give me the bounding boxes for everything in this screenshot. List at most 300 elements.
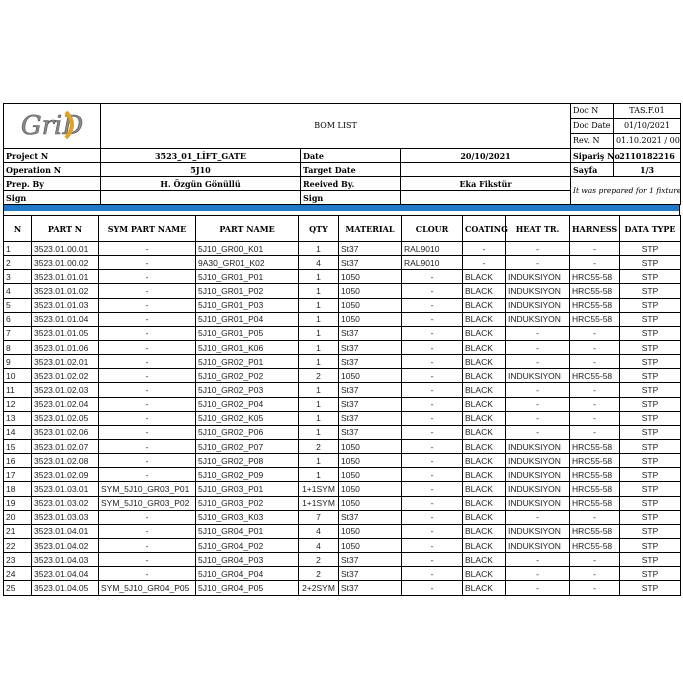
table-cell: 5J10_GR02_P04 bbox=[196, 397, 299, 411]
table-cell: St37 bbox=[339, 397, 402, 411]
table-cell: BLACK bbox=[463, 439, 506, 453]
operation-value: 5J10 bbox=[101, 163, 301, 177]
table-cell: 1 bbox=[299, 411, 339, 425]
table-cell: - bbox=[506, 553, 570, 567]
table-cell: - bbox=[506, 581, 570, 595]
table-cell: St37 bbox=[339, 242, 402, 256]
table-cell: - bbox=[99, 270, 196, 284]
table-cell: 1050 bbox=[339, 482, 402, 496]
table-row bbox=[4, 298, 681, 312]
table-cell: - bbox=[402, 538, 463, 552]
table-cell: INDUKSIYON bbox=[506, 298, 570, 312]
table-cell: INDUKSIYON bbox=[506, 284, 570, 298]
table-cell: 5J10_GR02_P07 bbox=[196, 439, 299, 453]
table-row bbox=[4, 482, 681, 496]
table-cell: 3 bbox=[4, 270, 32, 284]
table-cell: - bbox=[402, 340, 463, 354]
table-cell: 3523.01.03.01 bbox=[32, 482, 99, 496]
target-date-value bbox=[401, 163, 571, 177]
table-cell: 19 bbox=[4, 496, 32, 510]
table-cell: - bbox=[99, 383, 196, 397]
bom-document bbox=[3, 103, 680, 596]
table-cell: - bbox=[402, 298, 463, 312]
column-header: COATING bbox=[463, 216, 506, 242]
table-cell: 1 bbox=[299, 468, 339, 482]
table-cell: INDUKSIYON bbox=[506, 454, 570, 468]
table-cell: STP bbox=[620, 553, 681, 567]
table-cell: 3523.01.01.05 bbox=[32, 326, 99, 340]
table-cell: BLACK bbox=[463, 326, 506, 340]
table-cell: 12 bbox=[4, 397, 32, 411]
sign-field-left bbox=[101, 191, 301, 205]
table-cell: - bbox=[99, 468, 196, 482]
table-cell: BLACK bbox=[463, 397, 506, 411]
table-cell: 1 bbox=[299, 270, 339, 284]
table-row bbox=[4, 538, 681, 552]
prep-by-value: H. Özgün Gönüllü bbox=[101, 177, 301, 191]
table-cell: 5J10_GR02_P01 bbox=[196, 355, 299, 369]
table-cell: - bbox=[402, 567, 463, 581]
table-cell: - bbox=[570, 553, 620, 567]
table-cell: 1+1SYM bbox=[299, 496, 339, 510]
table-cell: St37 bbox=[339, 581, 402, 595]
table-cell: HRC55-58 bbox=[570, 538, 620, 552]
table-cell: BLACK bbox=[463, 425, 506, 439]
table-row bbox=[4, 383, 681, 397]
table-cell: 5J10_GR02_K05 bbox=[196, 411, 299, 425]
table-cell: 2 bbox=[299, 369, 339, 383]
table-cell: - bbox=[570, 411, 620, 425]
table-cell: STP bbox=[620, 524, 681, 538]
table-cell: 1050 bbox=[339, 524, 402, 538]
table-cell: HRC55-58 bbox=[570, 312, 620, 326]
table-cell: St37 bbox=[339, 256, 402, 270]
table-cell: 1050 bbox=[339, 312, 402, 326]
table-cell: 3523.01.04.04 bbox=[32, 567, 99, 581]
company-logo bbox=[4, 104, 101, 149]
table-cell: - bbox=[99, 242, 196, 256]
table-cell: St37 bbox=[339, 510, 402, 524]
table-cell: - bbox=[99, 538, 196, 552]
table-cell: - bbox=[99, 439, 196, 453]
table-cell: 1 bbox=[299, 454, 339, 468]
table-cell: 20 bbox=[4, 510, 32, 524]
table-cell: - bbox=[570, 340, 620, 354]
sign-label-right: Sign bbox=[301, 191, 401, 205]
table-cell: 14 bbox=[4, 425, 32, 439]
table-cell: - bbox=[402, 439, 463, 453]
table-cell: - bbox=[570, 242, 620, 256]
table-cell: HRC55-58 bbox=[570, 482, 620, 496]
column-header: QTY bbox=[299, 216, 339, 242]
table-cell: 5J10_GR04_P03 bbox=[196, 553, 299, 567]
table-cell: 1050 bbox=[339, 298, 402, 312]
table-cell: 3523.01.02.04 bbox=[32, 397, 99, 411]
table-cell: - bbox=[506, 510, 570, 524]
page-label: Sayfa bbox=[571, 163, 614, 177]
table-cell: - bbox=[506, 326, 570, 340]
table-cell: - bbox=[99, 355, 196, 369]
table-cell: - bbox=[99, 256, 196, 270]
table-cell: St37 bbox=[339, 326, 402, 340]
table-cell: St37 bbox=[339, 567, 402, 581]
table-cell: - bbox=[402, 482, 463, 496]
table-row bbox=[4, 425, 681, 439]
table-cell: 3523.01.01.06 bbox=[32, 340, 99, 354]
fixture-note: It was prepared for 1 fixture bbox=[571, 177, 681, 205]
table-row bbox=[4, 510, 681, 524]
table-cell: - bbox=[506, 411, 570, 425]
table-cell: 3523.01.02.02 bbox=[32, 369, 99, 383]
table-cell: 5J10_GR01_P05 bbox=[196, 326, 299, 340]
table-cell: 13 bbox=[4, 411, 32, 425]
table-row bbox=[4, 454, 681, 468]
table-cell: 1050 bbox=[339, 270, 402, 284]
table-cell: St37 bbox=[339, 425, 402, 439]
table-row bbox=[4, 340, 681, 354]
document-title: BOM LIST bbox=[101, 104, 571, 149]
table-cell: 3523.01.02.09 bbox=[32, 468, 99, 482]
table-cell: 3523.01.04.02 bbox=[32, 538, 99, 552]
table-cell: - bbox=[402, 425, 463, 439]
table-cell: BLACK bbox=[463, 538, 506, 552]
table-cell: 1 bbox=[299, 242, 339, 256]
table-cell: 3523.01.02.08 bbox=[32, 454, 99, 468]
table-cell: SYM_5J10_GR03_P02 bbox=[99, 496, 196, 510]
table-cell: 21 bbox=[4, 524, 32, 538]
table-row bbox=[4, 496, 681, 510]
table-cell: INDUKSIYON bbox=[506, 524, 570, 538]
table-cell: 10 bbox=[4, 369, 32, 383]
table-cell: BLACK bbox=[463, 454, 506, 468]
table-cell: - bbox=[402, 553, 463, 567]
table-cell: - bbox=[402, 383, 463, 397]
table-cell: - bbox=[99, 411, 196, 425]
table-cell: BLACK bbox=[463, 284, 506, 298]
table-cell: - bbox=[570, 567, 620, 581]
table-cell: - bbox=[506, 383, 570, 397]
table-cell: - bbox=[99, 567, 196, 581]
table-cell: 3523.01.02.06 bbox=[32, 425, 99, 439]
table-cell: STP bbox=[620, 454, 681, 468]
table-row bbox=[4, 312, 681, 326]
table-cell: - bbox=[463, 242, 506, 256]
table-cell: 5J10_GR03_P01 bbox=[196, 482, 299, 496]
table-cell: 2 bbox=[299, 567, 339, 581]
table-cell: 5J10_GR00_K01 bbox=[196, 242, 299, 256]
table-cell: - bbox=[402, 355, 463, 369]
table-cell: STP bbox=[620, 242, 681, 256]
table-cell: - bbox=[99, 397, 196, 411]
table-cell: - bbox=[99, 369, 196, 383]
table-cell: 5J10_GR03_P02 bbox=[196, 496, 299, 510]
table-cell: BLACK bbox=[463, 312, 506, 326]
table-cell: 1 bbox=[299, 326, 339, 340]
table-cell: 2 bbox=[4, 256, 32, 270]
table-row bbox=[4, 256, 681, 270]
table-cell: - bbox=[402, 468, 463, 482]
table-row bbox=[4, 411, 681, 425]
table-cell: 16 bbox=[4, 454, 32, 468]
table-cell: - bbox=[506, 242, 570, 256]
table-cell: 5J10_GR01_P01 bbox=[196, 270, 299, 284]
table-cell: - bbox=[570, 355, 620, 369]
table-row bbox=[4, 284, 681, 298]
table-cell: 4 bbox=[299, 524, 339, 538]
table-cell: 5J10_GR02_P06 bbox=[196, 425, 299, 439]
table-cell: 3523.01.02.07 bbox=[32, 439, 99, 453]
sign-field-right bbox=[401, 191, 571, 205]
table-cell: INDUKSIYON bbox=[506, 482, 570, 496]
table-cell: 3523.01.03.03 bbox=[32, 510, 99, 524]
table-cell: 3523.01.01.01 bbox=[32, 270, 99, 284]
table-cell: - bbox=[99, 340, 196, 354]
doc-no-value: TAS.F.01 bbox=[614, 104, 681, 119]
grid-logo-icon bbox=[22, 104, 82, 144]
table-cell: 5J10_GR04_P05 bbox=[196, 581, 299, 595]
table-cell: St37 bbox=[339, 355, 402, 369]
table-cell: - bbox=[570, 397, 620, 411]
table-cell: 7 bbox=[299, 510, 339, 524]
table-cell: 24 bbox=[4, 567, 32, 581]
table-cell: 1 bbox=[299, 284, 339, 298]
table-cell: 1 bbox=[4, 242, 32, 256]
target-date-label: Target Date bbox=[301, 163, 401, 177]
table-cell: HRC55-58 bbox=[570, 439, 620, 453]
table-cell: 5J10_GR01_P03 bbox=[196, 298, 299, 312]
table-cell: - bbox=[506, 340, 570, 354]
table-cell: BLACK bbox=[463, 553, 506, 567]
table-cell: St37 bbox=[339, 553, 402, 567]
table-cell: - bbox=[99, 425, 196, 439]
date-label: Date bbox=[301, 149, 401, 163]
table-cell: STP bbox=[620, 355, 681, 369]
table-header-row bbox=[4, 216, 681, 242]
table-body bbox=[4, 242, 681, 596]
table-cell: STP bbox=[620, 567, 681, 581]
table-cell: HRC55-58 bbox=[570, 496, 620, 510]
operation-label: Operation N bbox=[4, 163, 101, 177]
column-header: MATERIAL bbox=[339, 216, 402, 242]
table-cell: 2 bbox=[299, 439, 339, 453]
table-cell: INDUKSIYON bbox=[506, 270, 570, 284]
table-cell: STP bbox=[620, 284, 681, 298]
table-cell: 6 bbox=[4, 312, 32, 326]
table-cell: 1 bbox=[299, 340, 339, 354]
table-cell: - bbox=[506, 397, 570, 411]
table-cell: 3523.01.01.02 bbox=[32, 284, 99, 298]
table-cell: 15 bbox=[4, 439, 32, 453]
table-cell: HRC55-58 bbox=[570, 284, 620, 298]
table-cell: HRC55-58 bbox=[570, 524, 620, 538]
table-cell: St37 bbox=[339, 340, 402, 354]
table-cell: - bbox=[99, 553, 196, 567]
table-cell: STP bbox=[620, 369, 681, 383]
column-header: DATA TYPE bbox=[620, 216, 681, 242]
table-cell: 5J10_GR02_P08 bbox=[196, 454, 299, 468]
table-row bbox=[4, 242, 681, 256]
table-cell: 3523.01.00.01 bbox=[32, 242, 99, 256]
table-cell: HRC55-58 bbox=[570, 454, 620, 468]
table-cell: 7 bbox=[4, 326, 32, 340]
table-row bbox=[4, 553, 681, 567]
order-value: 2110182216 bbox=[614, 149, 681, 163]
table-cell: BLACK bbox=[463, 567, 506, 581]
table-cell: BLACK bbox=[463, 340, 506, 354]
table-row bbox=[4, 397, 681, 411]
table-cell: - bbox=[402, 284, 463, 298]
table-cell: STP bbox=[620, 270, 681, 284]
column-header: CLOUR bbox=[402, 216, 463, 242]
table-row bbox=[4, 270, 681, 284]
table-cell: St37 bbox=[339, 383, 402, 397]
table-cell: STP bbox=[620, 510, 681, 524]
table-cell: 9A30_GR01_K02 bbox=[196, 256, 299, 270]
table-row bbox=[4, 439, 681, 453]
table-cell: BLACK bbox=[463, 270, 506, 284]
table-cell: INDUKSIYON bbox=[506, 369, 570, 383]
table-cell: - bbox=[402, 524, 463, 538]
table-cell: - bbox=[402, 581, 463, 595]
doc-no-label: Doc N bbox=[571, 104, 614, 119]
table-cell: - bbox=[99, 454, 196, 468]
table-cell: 1050 bbox=[339, 496, 402, 510]
table-cell: BLACK bbox=[463, 468, 506, 482]
table-cell: - bbox=[570, 383, 620, 397]
table-cell: HRC55-58 bbox=[570, 298, 620, 312]
table-cell: St37 bbox=[339, 411, 402, 425]
table-cell: 5J10_GR04_P01 bbox=[196, 524, 299, 538]
table-cell: 3523.01.00.02 bbox=[32, 256, 99, 270]
table-cell: - bbox=[99, 312, 196, 326]
table-cell: 11 bbox=[4, 383, 32, 397]
project-label: Project N bbox=[4, 149, 101, 163]
logo-text: GriD bbox=[20, 111, 84, 141]
table-cell: STP bbox=[620, 326, 681, 340]
table-cell: 4 bbox=[4, 284, 32, 298]
table-cell: 3523.01.01.04 bbox=[32, 312, 99, 326]
table-cell: 1 bbox=[299, 312, 339, 326]
doc-date-value: 01/10/2021 bbox=[614, 119, 681, 134]
table-cell: STP bbox=[620, 538, 681, 552]
table-cell: 1 bbox=[299, 425, 339, 439]
table-cell: 1050 bbox=[339, 454, 402, 468]
table-cell: 5J10_GR02_P02 bbox=[196, 369, 299, 383]
table-row bbox=[4, 355, 681, 369]
table-cell: BLACK bbox=[463, 496, 506, 510]
table-cell: STP bbox=[620, 482, 681, 496]
column-header: N bbox=[4, 216, 32, 242]
prep-by-label: Prep. By bbox=[4, 177, 101, 191]
table-cell: 3523.01.01.03 bbox=[32, 298, 99, 312]
table-cell: - bbox=[402, 454, 463, 468]
table-cell: STP bbox=[620, 312, 681, 326]
rev-value: 01.10.2021 / 00 bbox=[614, 134, 681, 149]
table-cell: HRC55-58 bbox=[570, 270, 620, 284]
bom-table bbox=[3, 215, 681, 596]
table-cell: 4 bbox=[299, 256, 339, 270]
table-cell: 1+1SYM bbox=[299, 482, 339, 496]
table-cell: STP bbox=[620, 496, 681, 510]
table-cell: - bbox=[506, 355, 570, 369]
table-cell: 3523.01.02.03 bbox=[32, 383, 99, 397]
table-cell: - bbox=[402, 270, 463, 284]
table-row bbox=[4, 567, 681, 581]
table-cell: 5J10_GR01_P02 bbox=[196, 284, 299, 298]
table-cell: STP bbox=[620, 298, 681, 312]
table-cell: BLACK bbox=[463, 411, 506, 425]
table-cell: 1050 bbox=[339, 468, 402, 482]
table-cell: 17 bbox=[4, 468, 32, 482]
table-cell: 4 bbox=[299, 538, 339, 552]
table-cell: 5J10_GR04_P02 bbox=[196, 538, 299, 552]
project-value: 3523_01_LİFT_GATE bbox=[101, 149, 301, 163]
table-cell: BLACK bbox=[463, 581, 506, 595]
table-cell: - bbox=[402, 369, 463, 383]
table-cell: - bbox=[99, 284, 196, 298]
table-cell: 1 bbox=[299, 397, 339, 411]
table-cell: RAL9010 bbox=[402, 242, 463, 256]
column-header: PART NAME bbox=[196, 216, 299, 242]
column-header: HEAT TR. bbox=[506, 216, 570, 242]
table-cell: - bbox=[99, 298, 196, 312]
table-cell: 3523.01.02.01 bbox=[32, 355, 99, 369]
table-cell: HRC55-58 bbox=[570, 468, 620, 482]
table-cell: 1050 bbox=[339, 538, 402, 552]
table-cell: STP bbox=[620, 340, 681, 354]
table-cell: 1 bbox=[299, 383, 339, 397]
table-cell: - bbox=[402, 510, 463, 524]
table-cell: BLACK bbox=[463, 355, 506, 369]
table-cell: 3523.01.02.05 bbox=[32, 411, 99, 425]
table-cell: INDUKSIYON bbox=[506, 312, 570, 326]
table-cell: - bbox=[402, 312, 463, 326]
table-cell: - bbox=[570, 326, 620, 340]
sign-label-left: Sign bbox=[4, 191, 101, 205]
table-cell: - bbox=[570, 510, 620, 524]
table-cell: - bbox=[402, 496, 463, 510]
table-cell: - bbox=[506, 567, 570, 581]
table-cell: 23 bbox=[4, 553, 32, 567]
table-cell: - bbox=[570, 581, 620, 595]
rev-label: Rev. N bbox=[571, 134, 614, 149]
table-cell: 5J10_GR01_P04 bbox=[196, 312, 299, 326]
table-cell: 5J10_GR01_K06 bbox=[196, 340, 299, 354]
doc-date-label: Doc Date bbox=[571, 119, 614, 134]
header-table bbox=[3, 103, 681, 205]
table-cell: 22 bbox=[4, 538, 32, 552]
table-cell: 2 bbox=[299, 553, 339, 567]
table-cell: 5 bbox=[4, 298, 32, 312]
table-cell: STP bbox=[620, 468, 681, 482]
date-value: 20/10/2021 bbox=[401, 149, 571, 163]
table-cell: - bbox=[463, 256, 506, 270]
table-cell: - bbox=[402, 397, 463, 411]
table-cell: BLACK bbox=[463, 510, 506, 524]
table-cell: - bbox=[99, 326, 196, 340]
table-cell: - bbox=[570, 256, 620, 270]
table-cell: STP bbox=[620, 425, 681, 439]
table-cell: STP bbox=[620, 383, 681, 397]
table-cell: 3523.01.04.05 bbox=[32, 581, 99, 595]
table-row bbox=[4, 369, 681, 383]
table-cell: 1050 bbox=[339, 439, 402, 453]
table-cell: 8 bbox=[4, 340, 32, 354]
table-cell: 5J10_GR03_K03 bbox=[196, 510, 299, 524]
column-header: HARNESS bbox=[570, 216, 620, 242]
table-cell: BLACK bbox=[463, 369, 506, 383]
table-cell: - bbox=[506, 425, 570, 439]
